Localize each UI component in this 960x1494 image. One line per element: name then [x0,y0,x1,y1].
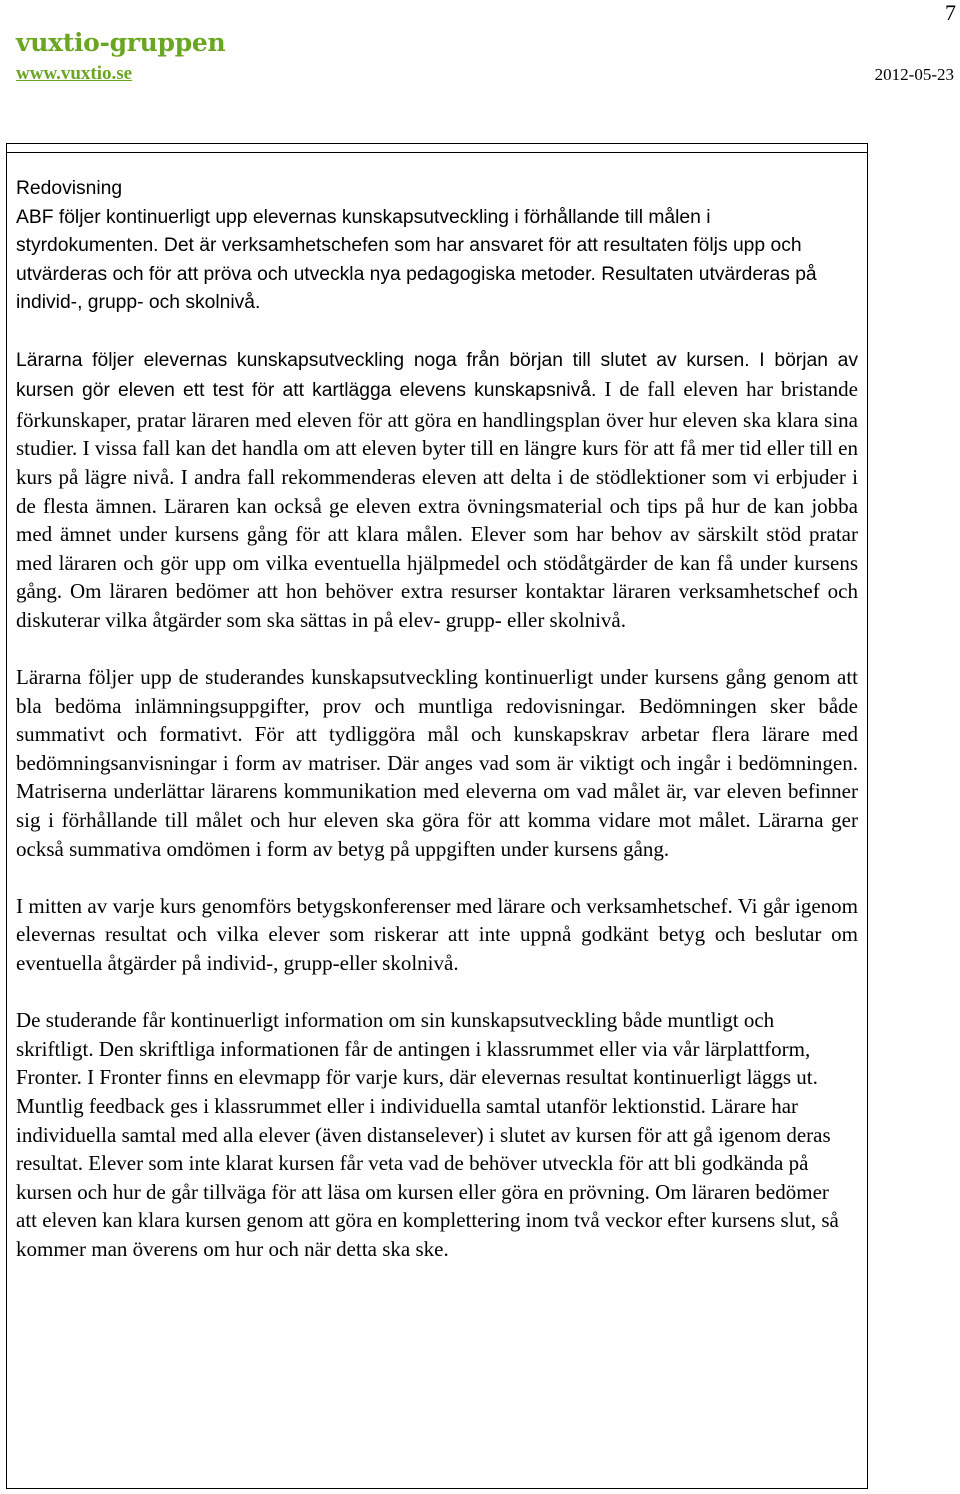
followup-paragraph [16,347,858,635]
website-link[interactable]: www.vuxtio.se [16,63,133,84]
feedback-paragraph: De studerande får kontinuerligt information om sin kunskapsutveckling både muntligt och skriftligt. Den skriftliga informationen får de antingen i klassrummet eller via vår lärplattform, Fronter. I Fronter finns en elevmapp för varje kurs, där elevernas resultat kontinuerligt läggs ut. Muntlig feedback ges i klassrummet eller i individuella samtal utanför lektionstid. Lärare har individuella samtal med alla elever (även distanselever) i slutet av kursen för att gå igenom deras resultat. Elever som inte klarat kursen får veta vad de behöver utveckla för att bli godkända på kursen och hur de går tillväga för att läsa om kursen eller göra en prövning. Om läraren bedömer att eleven kan klara kursen genom att göra en komplettering inom två veckor efter kursens slut, så kommer man överens om hur och när detta ska ske. [16,1008,839,1261]
assessment-paragraph: Lärarna följer upp de studerandes kunskapsutveckling kontinuerligt under kursens gång genom att bla bedöma inlämningsuppgifter, prov och muntliga redovisningar. Bedömningen sker både summativt och formativt. För att tydliggöra mål och kunskapskrav arbetar flera lärare med bedömningsanvisningar i form av matriser. Där anges vad som är viktigt och ingår i bedömningen. Matriserna underlättar lärarens kommunikation med eleverna om vad målet är, var eleven befinner sig i förhållande till målet och hur eleven ska göra för att komma vidare mot målet. Lärarna ger också summativa omdömen i form av betyg på uppgiften under kursens gång. [16,665,858,861]
report-section [16,175,858,318]
document-date: 2012-05-23 [874,65,954,84]
frame-divider [6,152,868,153]
section-heading: Redovisning [16,178,123,199]
document-body [16,175,858,1264]
intro-paragraph: ABF följer kontinuerligt upp elevernas kunskapsutveckling i förhållande till målen i styrdokumenten. Det är verksamhetschefen som har ansvaret för att resultaten följs upp och utvärderas och för att pröva och utveckla nya pedagogiska metoder. Resultaten utvärderas på individ-, grupp- och skolnivå. [16,206,817,314]
grade-conference-paragraph: I mitten av varje kurs genomförs betygskonferenser med lärare och verksamhetschef. Vi går igenom elevernas resultat och vilka elever som riskerar att inte uppnå godkänt betyg och beslutar om eventuella åtgärder på individ-, grupp-eller skolnivå. [16,893,858,976]
spacer [16,635,858,664]
spacer [16,863,858,892]
page-number: 7 [945,0,956,25]
followup-rest-text: I de fall eleven har bristande förkunskaper, pratar läraren med eleven för att göra en handlingsplan över hur eleven ska klara sina studier. I vissa fall kan det handla om att eleven byter till en längre kurs för att få mer tid eller till en kurs på lägre nivå. I andra fall rekommenderas eleven att delta i de stödlektioner som vi erbjuder i de flesta ämnen. Läraren kan också ge eleven extra övningsmaterial och tips på hur de kan jobba med ämnet under kursens gång för att klara målen. Elever som har behov av särskilt stöd pratar med läraren och gör upp om vilka eventuella hjälpmedel och stödåtgärder de kan få under kursens gång. Om läraren bedömer att hon behöver extra resurser kontaktar läraren verksamhetschef och diskuterar vilka åtgärder som ska sättas in på elev- grupp- eller skolnivå. [16,377,858,632]
spacer [16,978,858,1007]
followup-lead-text: Lärarna följer elevernas kunskapsutveckling noga från början till slutet av kursen. I början av kursen gör eleven ett test för att kartlägga elevens kunskapsnivå. [16,349,858,402]
brand-logo-text: vuxtio-gruppen [16,28,226,57]
spacer [16,318,858,347]
